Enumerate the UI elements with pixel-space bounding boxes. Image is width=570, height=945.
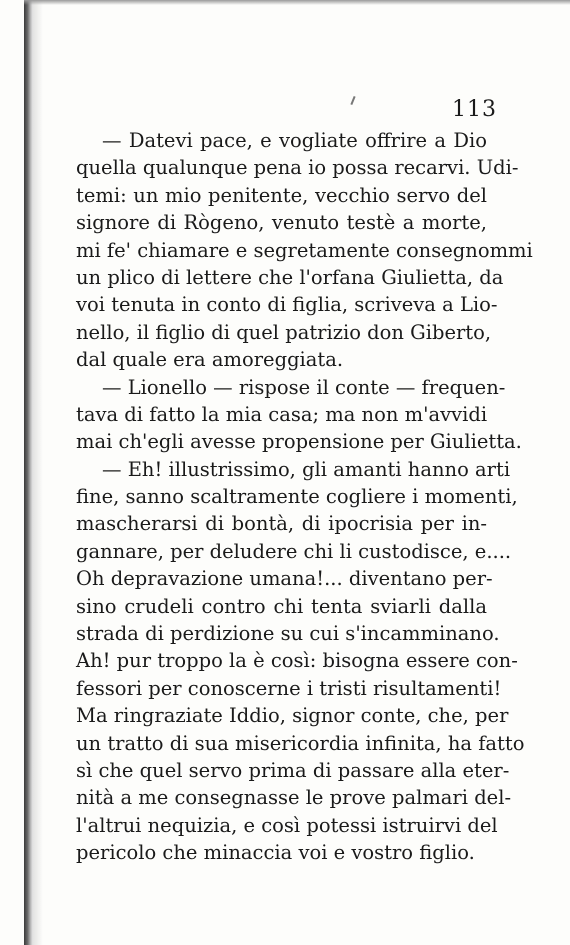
text-line: temi: un mio penitente, vecchio servo del [76,183,487,207]
text-line: Oh depravazione umana!... diventano per- [76,567,493,591]
text-line: strada di perdizione su cui s'incamminano. [76,622,500,646]
text-line: quella qualunque pena io possa recarvi. Udi- [76,156,519,180]
text-line: sino crudeli contro chi tenta sviarli dalla [76,594,487,618]
text-line: pericolo che minaccia voi e vostro figlio. [76,841,475,865]
text-line: mi fe' chiamare e segretamente consegnommi [76,238,533,262]
text-line: un plico di lettere che l'orfana Giulietta, da [76,265,504,289]
text-line: fessori per conoscerne i tristi risultamenti! [76,676,502,700]
page-number: 113 [452,97,497,122]
text-line: sì che quel servo prima di passare alla eter- [76,758,510,782]
text-line: — Lionello — rispose il conte — frequen- [102,375,506,399]
text-line: fine, sanno scaltramente cogliere i momenti, [76,485,518,509]
text-line: l'altrui nequizia, e così potessi istruirvi del [76,813,498,837]
ink-speck [350,96,355,105]
text-line: signore di Rògeno, venuto testè a morte, [76,211,487,235]
spine-shadow [33,0,43,945]
text-line: nello, il figlio di quel patrizio don Giberto, [76,320,492,344]
text-line: mascherarsi di bontà, di ipocrisia per in- [76,512,487,536]
text-line: nità a me consegnasse le prove palmari del- [76,786,512,810]
text-line: Ah! pur troppo la è così: bisogna essere con- [76,649,518,673]
text-line: un tratto di sua misericordia infinita, ha fatto [76,731,525,755]
text-line: dal quale era amoreggiata. [76,348,344,372]
text-line: mai ch'egli avesse propensione per Giulietta. [76,430,522,454]
text-line: tava di fatto la mia casa; ma non m'avvidi [76,402,488,426]
text-line: voi tenuta in conto di figlia, scriveva a Lio- [76,293,498,317]
text-line: Ma ringraziate Iddio, signor conte, che, per [76,704,509,728]
page-top-edge [24,0,570,5]
body-text [76,127,533,867]
text-line: gannare, per deludere chi li custodisce, e.... [76,539,512,563]
text-line: — Datevi pace, e vogliate offrire a Dio [102,129,487,152]
text-line: — Eh! illustrissimo, gli amanti hanno arti [102,457,511,481]
book-spine [24,0,33,945]
